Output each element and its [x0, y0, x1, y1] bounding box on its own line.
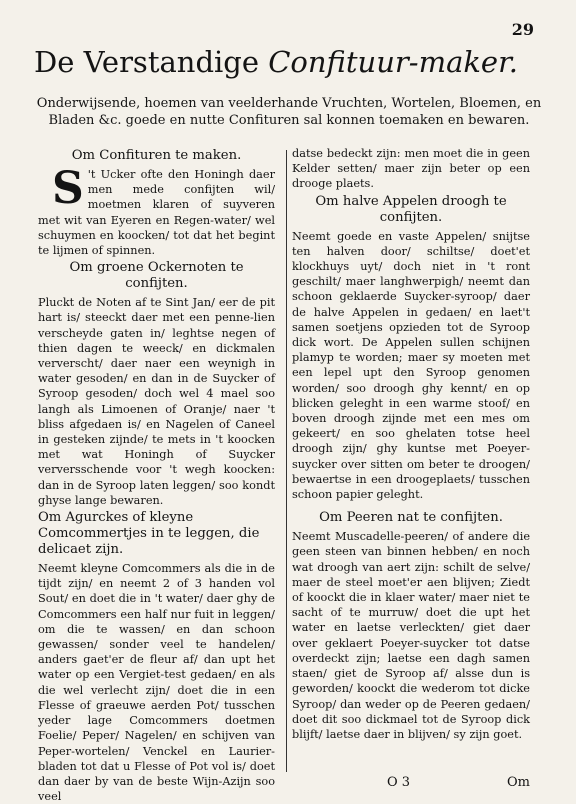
- column-divider: [286, 150, 287, 772]
- section-heading: Om Agurckes of kleyne Comcommertjes in te leggen, die delicaet zijn.: [38, 510, 260, 558]
- continued-text: datse bedeckt zijn: men moet die in geen Kelder setten/ maer zijn beter op een drooge plaets.: [292, 147, 530, 191]
- section-text: Neemt Muscadelle-peeren/ of andere die geen steen van binnen hebben/ en noch wat droogh van aert zijn: schilt de selve/ maer de steel moet'er aen blijven; Ziedt of koockt die in klaer water/ maer niet te sacht of te murruw/ doet die upt het water en laetse verleckten/ giet daer over geklaert Poeyer-suycker tot datse overdeckt zijn; laetse een dagh samen staen/ giet de Syroop af/ alsse dun is geworden/ koockt die wederom tot dicke Syroop/ dan weder op de Peeren gedaen/ doet dit soo dickmael tot de Syroop dick blijft/ laetse daer in blijven/ sy zijn goet.: [292, 530, 530, 741]
- section-heading: Om halve Appelen droogh te confijten.: [315, 193, 507, 225]
- title-italic: Confituur-maker.: [268, 45, 518, 79]
- section-text: Neemt kleyne Comcommers als die in de tijdt zijn/ en neemt 2 of 3 handen vol Sout/ en doet die in 't water/ daer ghy de Comcommers een half nur fuit in leggen/ om die te wassen/ en dan schoon gewassen/ sonder veel te handelen/ anders gaet'er de fleur af/ dan upt het water op een Vergiet-test gedaen/ en als die wel verlecht zijn/ doet die in een Flesse of graeuwe aerden Pot/ tusschen yeder lage Comcommers doetmen Foelie/ Peper/ Nagelen/ en schijven van Peper-wortelen/ Venckel en Laurier-bladen tot dat u Flesse of Pot vol is/ doet dan daer by van de beste Wijn-Azijn soo veel: [38, 562, 275, 804]
- section-text: S 't Ucker ofte den Honingh daer men mede confijten wil/ moetmen klaren of suyveren met wit van Eyeren en Regen-water/ wel schuymen en koocken/ tot dat het begint te lijmen of spinnen.: [38, 163, 275, 258]
- section-confituren: [38, 148, 275, 258]
- section-text: Neemt goede en vaste Appelen/ snijtse ten halven door/ schiltse/ doet'et klockhuys uyt/ doch niet in 't ront geschilt/ maer langhwerpigh/ neemt dan schoon geklaerde Suycker-syroop/ daer de halve Appelen in gedaen/ en laet't samen soetjens opzieden tot de Syroop dick wort. De Appelen sullen schijnen plamyp te worden; maer sy moeten met een lepel upt den Syroop genomen worden/ soo droogh ghy kennt/ en op blicken geleght in een warme stoof/ en boven droogh zijnde met een mes om gekeert/ en soo ghelaten totse heel droogh zijn/ ghy kuntse met Poeyer-suycker over sitten om beter te droogen/ bewaertse in een droogeplaets/ tusschen schoon papier geleght.: [292, 229, 530, 502]
- section-heading: Om groene Ockernoten te confijten.: [69, 260, 244, 292]
- section-heading: Om Confituren te maken.: [71, 148, 242, 163]
- section-peeren: [292, 510, 530, 742]
- section-text: Pluckt de Noten af te Sint Jan/ eer de pit hart is/ steeckt daer met een penne-lien verscheyde gaten in/ leghtse negen of thien dagen te weeck/ en dickmalen ververscht/ daer naer een weynigh in water gesoden/ en dan in de Suycker of Syroop gesoden/ doch wel 4 mael soo langh als Limoenen of Oranje/ naer 't bliss afgedaen is/ en Nagelen of Caneel in gesteken zijnde/ te mets in 't koocken met wat Honingh of Suycker verversschende voor 't wegh koocken: dan in de Syroop laten leggen/ soo kondt ghyse lange bewaren.: [38, 296, 275, 507]
- left-column: [38, 146, 275, 804]
- right-column: [292, 146, 530, 742]
- drop-cap: S: [52, 163, 84, 214]
- page-title: [34, 44, 554, 80]
- catchword: Om: [507, 775, 530, 790]
- title-roman: De Verstandige: [34, 45, 269, 79]
- section-heading: Om Peeren nat te confijten.: [319, 510, 503, 526]
- section-ockernoten: [38, 260, 275, 508]
- section-agurckes: [38, 510, 275, 804]
- page-footer: [292, 775, 530, 793]
- section-appelen: [292, 194, 530, 503]
- page-number: 29: [511, 20, 534, 39]
- signature-mark: O 3: [387, 775, 411, 790]
- intro-text: Onderwijsende, hoemen van veelderhande Vruchten, Wortelen, Bloemen, en Bladen &c. goede en nutte Confituren sal konnen toemaken en bewaren.: [36, 96, 542, 128]
